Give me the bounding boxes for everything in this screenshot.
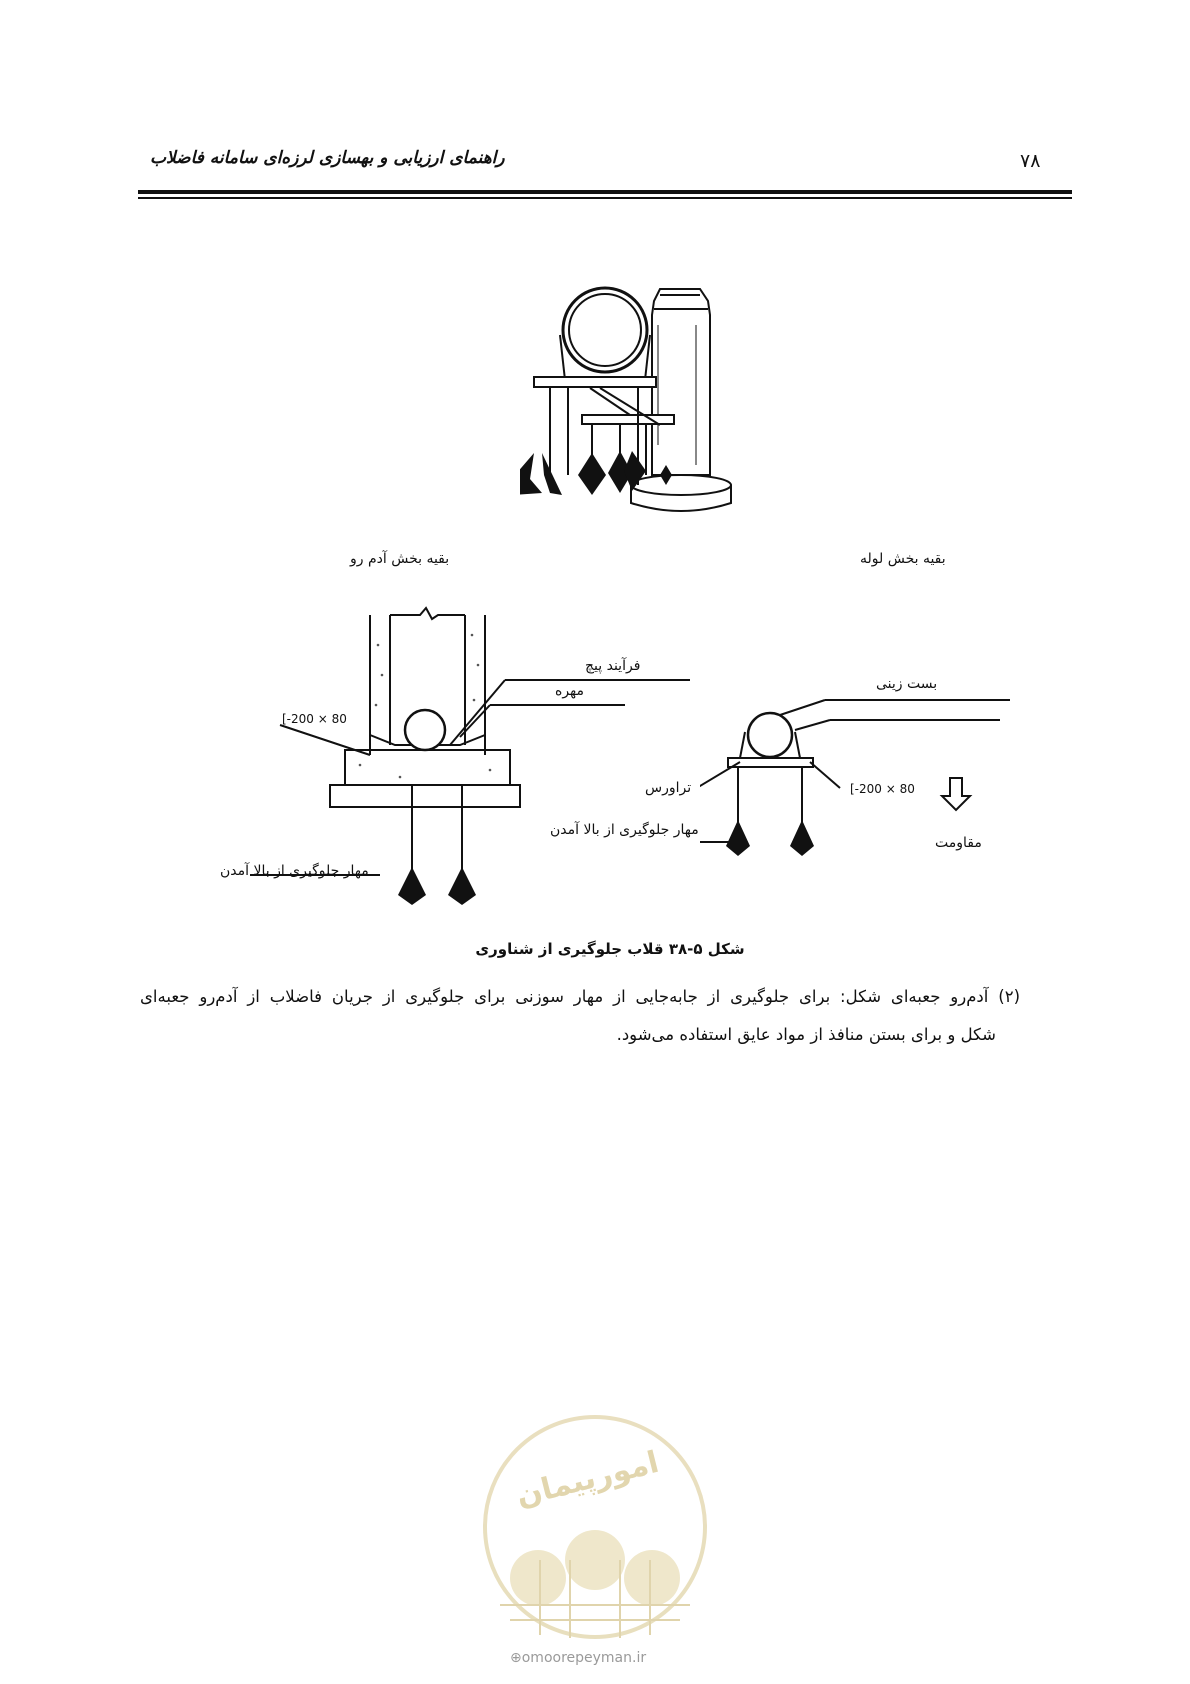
figure-caption: شکل ۵-۳۸ قلاب جلوگیری از شناوری bbox=[475, 940, 745, 958]
label-resistance: مقاومت bbox=[935, 835, 982, 851]
watermark-site-text: omoorepeyman.ir bbox=[521, 1650, 647, 1666]
label-nut: مهره bbox=[555, 683, 585, 699]
watermark-logo-text: امورپیمان bbox=[512, 1444, 663, 1514]
label-channel-left: [-200 × 80 bbox=[282, 712, 347, 726]
label-saddle: بست زینی bbox=[876, 676, 938, 692]
body-paragraph bbox=[140, 978, 1020, 1054]
label-rest-of-manhole: بقیه بخش آدم رو bbox=[350, 551, 450, 567]
label-anchor-left: مهار جلوگیری از بالا آمدن bbox=[220, 863, 369, 879]
label-channel-right: [-200 × 80 bbox=[850, 782, 915, 796]
label-rest-of-pipe: بقیه بخش لوله bbox=[860, 551, 946, 567]
body-line-2: شکل و برای بستن منافذ از مواد عایق استفاده می‌شود. bbox=[616, 1025, 996, 1044]
label-anchor-right: مهار جلوگیری از بالا آمدن bbox=[550, 822, 699, 838]
top-illustration bbox=[520, 265, 750, 535]
header-rule-thick bbox=[138, 190, 1072, 194]
label-screw: فرآیند پیچ bbox=[585, 658, 641, 674]
watermark-site bbox=[510, 1650, 646, 1666]
watermark-logo bbox=[470, 1410, 720, 1645]
label-traverse: تراورس bbox=[645, 780, 692, 796]
running-header-title: راهنمای ارزیابی و بهسازی لرزه‌ای سامانه فاضلاب bbox=[150, 148, 505, 168]
header-rule-thin bbox=[138, 197, 1072, 199]
globe-icon: ⊕ bbox=[510, 1650, 522, 1666]
page-number: ۷۸ bbox=[1020, 150, 1041, 172]
body-line-1: (۲) آدم‌رو جعبه‌ای شکل: برای جلوگیری از جابه‌جایی از مهار سوزنی برای جلوگیری از جریان فاضلاب از آدم‌رو جعبه‌ای bbox=[140, 987, 1020, 1006]
